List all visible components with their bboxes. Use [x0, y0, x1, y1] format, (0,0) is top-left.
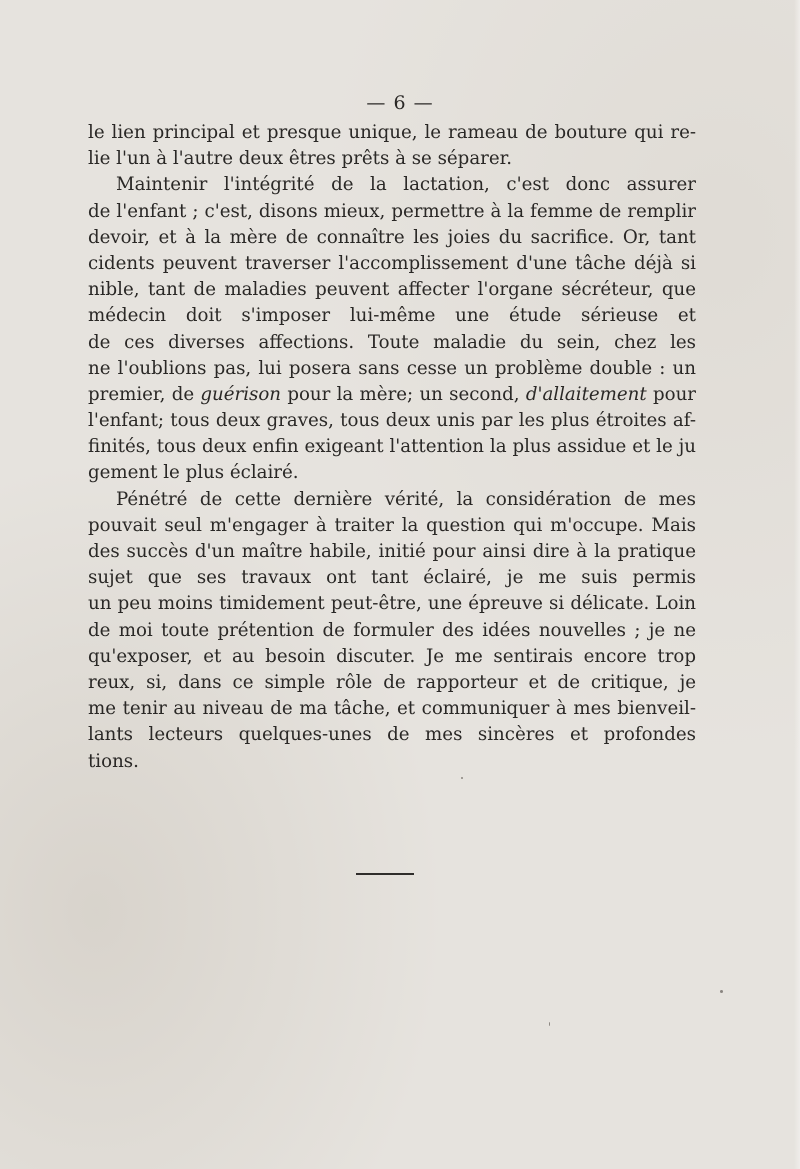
text-line: devoir, et à la mère de connaître les joies du sacrifice. Or, tant: [88, 226, 696, 248]
text-line: médecin doit s'imposer lui-même une étude sérieuse et: [88, 305, 696, 327]
text-line: lants lecteurs quelques-unes de mes sincères et profondes: [88, 724, 696, 746]
paper-speck: [549, 1022, 550, 1026]
text-line: me tenir au niveau de ma tâche, et communiquer à mes bienveil-: [88, 698, 696, 720]
page-number: — 6 —: [366, 92, 434, 114]
text-line: qu'exposer, et au besoin discuter. Je me sentirais encore trop: [88, 645, 696, 667]
section-divider-rule: [356, 873, 414, 875]
text-fragment: pour la mère; un second,: [281, 383, 526, 405]
text-line: sujet que ses travaux ont tant éclairé, je me suis permis: [88, 567, 696, 589]
italic-word-guerison: guérison: [200, 383, 282, 405]
italic-word-allaitement: d'allaitement: [525, 383, 647, 405]
text-line: de ces diverses affections. Toute maladie du sein, chez les: [88, 331, 696, 353]
text-line: reux, si, dans ce simple rôle de rapporteur et de critique, je: [88, 671, 696, 693]
paper-speck: [461, 777, 463, 779]
text-line: le lien principal et presque unique, le rameau de bouture qui re-: [88, 122, 696, 143]
text-line-with-italics: [88, 382, 696, 408]
text-line: des succès d'un maître habile, initié pour ainsi dire à la pratique: [88, 541, 696, 562]
paragraph-start-line: Pénétré de cette dernière vérité, la considération de mes: [116, 488, 696, 510]
text-line: nible, tant de maladies peuvent affecter l'organe sécréteur, que: [88, 279, 696, 301]
text-line: finités, tous deux enfin exigeant l'attention la plus assidue et le ju: [88, 436, 696, 458]
body-text: [88, 120, 696, 775]
text-line: lie l'un à l'autre deux êtres prêts à se séparer.: [88, 148, 513, 170]
text-line: ne l'oublions pas, lui posera sans cesse un problème double : un: [88, 357, 696, 379]
page-edge: [794, 0, 800, 1169]
paragraph-start-line: Maintenir l'intégrité de la lactation, c'est donc assurer: [116, 174, 696, 196]
text-fragment: pour: [646, 383, 696, 405]
text-line: l'enfant; tous deux graves, tous deux unis par les plus étroites af-: [88, 410, 696, 432]
text-fragment: premier, de: [88, 383, 201, 405]
text-line: de l'enfant ; c'est, disons mieux, permettre à la femme de remplir: [88, 200, 696, 222]
text-line: de moi toute prétention de formuler des idées nouvelles ; je ne: [88, 619, 696, 641]
text-line: tions.: [88, 750, 139, 772]
text-line: un peu moins timidement peut-être, une épreuve si délicate. Loin: [88, 593, 696, 615]
paper-speck: [720, 990, 723, 993]
text-line: gement le plus éclairé.: [88, 462, 299, 484]
text-line: pouvait seul m'engager à traiter la question qui m'occupe. Mais: [88, 514, 696, 536]
text-line: cidents peuvent traverser l'accomplissement d'une tâche déjà si: [88, 252, 696, 274]
